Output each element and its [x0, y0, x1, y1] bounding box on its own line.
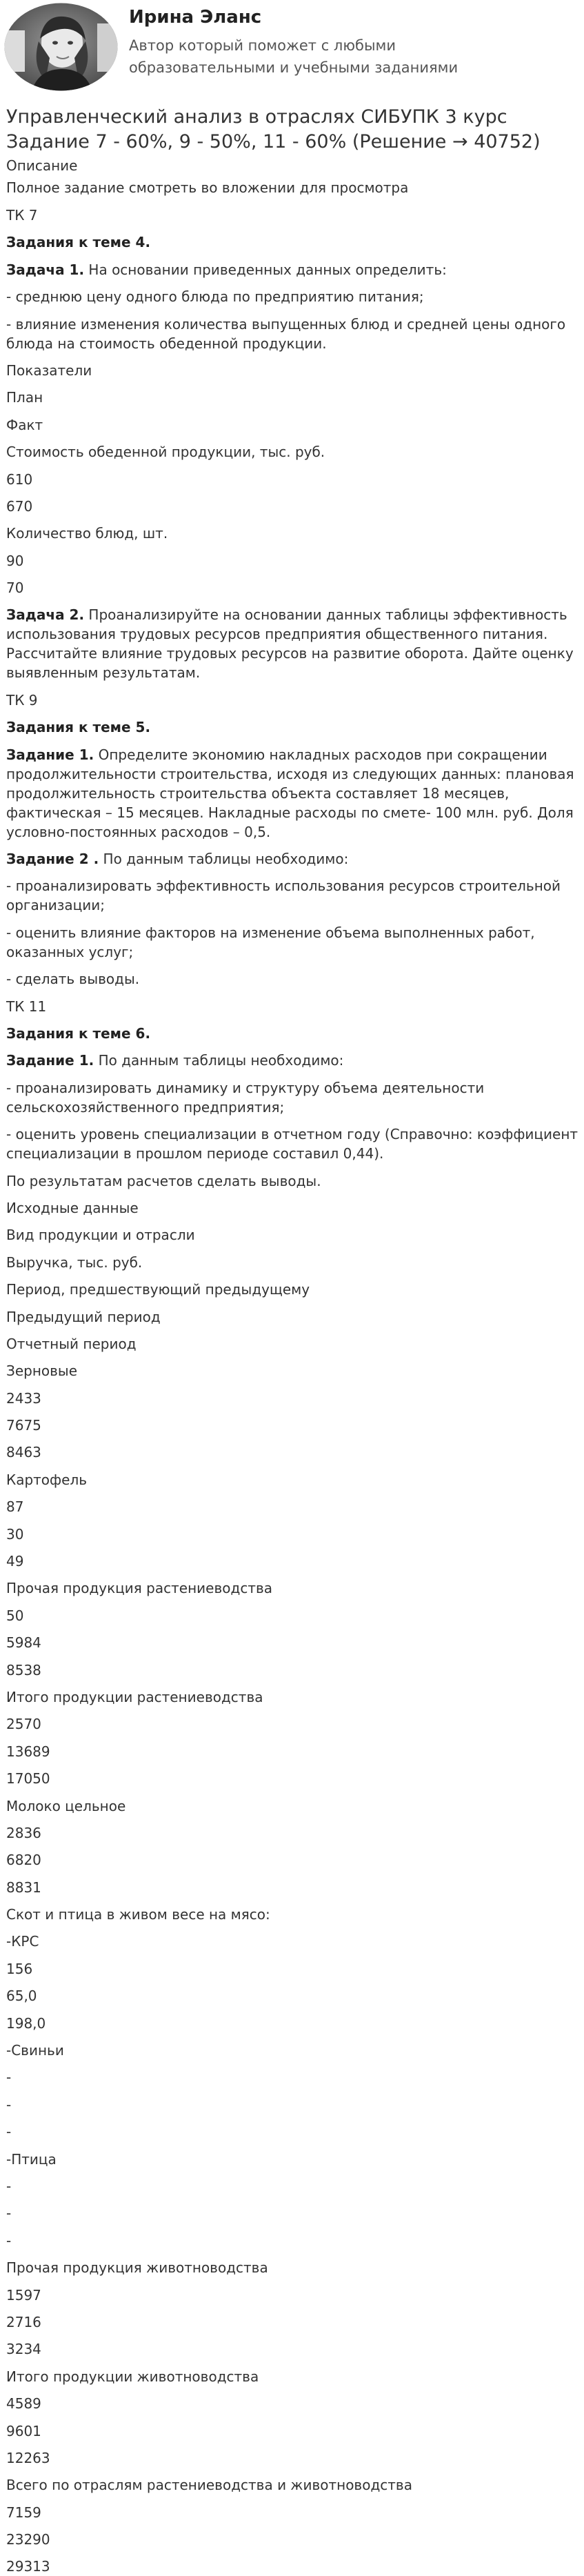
description-note: Полное задание смотреть во вложении для просмотра — [6, 179, 409, 196]
paragraph-text: 4589 — [6, 2395, 41, 2412]
paragraph-text: Зерновые — [6, 1363, 78, 1380]
paragraph-text: 65,0 — [6, 1988, 37, 2005]
paragraph-text: 49 — [6, 1553, 24, 1570]
paragraph-text: - — [6, 2178, 12, 2194]
content-paragraph — [6, 2095, 578, 2114]
paragraph-text: Факт — [6, 416, 43, 433]
paragraph-heading: Задача 2. — [6, 606, 85, 624]
content-paragraph — [6, 2475, 578, 2495]
paragraph-text: 87 — [6, 1498, 24, 1516]
content-paragraph — [6, 1078, 578, 1117]
paragraph-text: ТК 11 — [6, 998, 47, 1015]
page-title: Управленческий анализ в отраслях СИБУПК 3 курс Задание 7 - 60%, 9 - 50%, 11 - 60% (Решение → 40752) — [6, 106, 541, 152]
paragraph-heading: Задание 1. — [6, 1052, 94, 1069]
paragraph-text: Показатели — [6, 361, 92, 379]
content-paragraph — [6, 2203, 578, 2223]
paragraph-text: - — [6, 2123, 12, 2141]
content-paragraph — [6, 1769, 578, 1788]
paragraph-text: 8538 — [6, 1661, 41, 1678]
content-paragraph — [6, 923, 578, 962]
content-paragraph — [6, 691, 578, 710]
paragraph-text: ТК 7 — [6, 207, 38, 224]
author-name[interactable]: Ирина Эланс — [129, 7, 262, 28]
paragraph-text: 5984 — [6, 1634, 41, 1652]
content-paragraph — [6, 1443, 578, 1462]
paragraph-text: - оценить уровень специализации в отчетном году (Справочно: коэффициент специализации в прошлом периоде составил 0,44). — [6, 1126, 578, 1162]
paragraph-text: -Птица — [6, 2150, 57, 2168]
content-paragraph — [6, 1552, 578, 1571]
content-paragraph — [6, 2150, 578, 2169]
paragraph-text: Итого продукции растениеводства — [6, 1688, 263, 1705]
content-paragraph — [6, 1280, 578, 1299]
content-paragraph — [6, 1687, 578, 1707]
paragraph-text: 17050 — [6, 1770, 50, 1787]
paragraph-text: - оценить влияние факторов на изменение объема выполненных работ, оказанных услуг; — [6, 924, 535, 960]
content-paragraph — [6, 388, 578, 407]
content-paragraph — [6, 1878, 578, 1897]
content-paragraph — [6, 1714, 578, 1734]
paragraph-text: 2836 — [6, 1824, 41, 1841]
paragraph-text: Отчетный период — [6, 1335, 137, 1352]
paragraph-text: Период, предшествующий предыдущему — [6, 1281, 310, 1298]
content-paragraph — [6, 1171, 578, 1191]
paragraph-text: 1597 — [6, 2286, 41, 2303]
paragraph-text: 3234 — [6, 2341, 41, 2358]
content-paragraph — [6, 1198, 578, 1218]
content-paragraph — [6, 1578, 578, 1598]
content-paragraph — [6, 2448, 578, 2468]
paragraph-text: Итого продукции животноводства — [6, 2368, 259, 2385]
content-paragraph — [6, 287, 578, 306]
paragraph-text: 23290 — [6, 2531, 50, 2548]
paragraph-text: - — [6, 2205, 12, 2222]
content-paragraph — [6, 2557, 578, 2576]
paragraph-text: По данным таблицы необходимо: — [94, 1052, 344, 1069]
paragraph-text: По результатам расчетов сделать выводы. — [6, 1172, 321, 1189]
content-paragraph — [6, 1253, 578, 1272]
content-paragraph — [6, 2367, 578, 2386]
paragraph-text: Выручка, тыс. руб. — [6, 1254, 143, 1271]
paragraph-heading: Задача 1. — [6, 261, 85, 278]
content-paragraph — [6, 605, 578, 682]
paragraph-text: Прочая продукция растениеводства — [6, 1580, 273, 1597]
content-paragraph — [6, 1905, 578, 1924]
paragraph-text: -Свиньи — [6, 2042, 64, 2059]
paragraph-text: План — [6, 389, 43, 406]
paragraph-text: - проанализировать динамику и структуру объема деятельности сельскохозяйственного предприятия; — [6, 1079, 485, 1116]
paragraph-text: 9601 — [6, 2422, 41, 2439]
content-paragraph — [6, 2312, 578, 2332]
paragraph-text: Молоко цельное — [6, 1797, 126, 1814]
paragraph-text: - проанализировать эффективность использования ресурсов строительной организации; — [6, 878, 561, 914]
content-paragraph — [6, 2339, 578, 2359]
paragraph-heading: Задание 1. — [6, 746, 94, 763]
content-paragraph — [6, 1606, 578, 1625]
author-description: Автор который поможет с любыми образовательными и учебными заданиями — [129, 37, 459, 76]
content-paragraph — [6, 2068, 578, 2087]
content-paragraph — [6, 2258, 578, 2277]
author-avatar[interactable] — [4, 3, 118, 91]
content-paragraph — [6, 206, 578, 225]
paragraph-heading: Задания к теме 5. — [6, 719, 151, 736]
content-paragraph — [6, 361, 578, 380]
paragraph-heading: Задания к теме 6. — [6, 1024, 151, 1042]
content-paragraph — [6, 524, 578, 543]
content-paragraph — [6, 1959, 578, 1979]
content-paragraph — [6, 1416, 578, 1435]
content-paragraph — [6, 1225, 578, 1245]
paragraph-text: - — [6, 2096, 12, 2113]
content-paragraph — [6, 1796, 578, 1816]
paragraph-text: На основании приведенных данных определить: — [84, 261, 447, 278]
paragraph-text: 30 — [6, 1525, 24, 1543]
content-paragraph — [6, 578, 578, 597]
paragraph-text: -КРС — [6, 1933, 39, 1950]
paragraph-text: 50 — [6, 1607, 24, 1624]
paragraph-text: Количество блюд, шт. — [6, 525, 168, 542]
paragraph-text: - сделать выводы. — [6, 971, 140, 988]
description-label: Описание — [6, 157, 78, 174]
content-paragraph — [6, 745, 578, 842]
paragraph-text: ТК 9 — [6, 691, 38, 709]
paragraph-text: - влияние изменения количества выпущенных блюд и средней цены одного блюда на стоимость обеденной продукции. — [6, 315, 566, 352]
content-paragraph — [6, 551, 578, 571]
paragraph-text: Исходные данные — [6, 1199, 139, 1216]
paragraph-text: Вид продукции и отрасли — [6, 1227, 195, 1244]
paragraph-text: - — [6, 2069, 12, 2086]
content-paragraph — [6, 1497, 578, 1516]
paragraph-text: 29313 — [6, 2558, 50, 2575]
content-paragraph — [6, 1850, 578, 1870]
task-content — [0, 206, 578, 2576]
paragraph-text: 198,0 — [6, 2014, 46, 2032]
paragraph-text: Стоимость обеденной продукции, тыс. руб. — [6, 444, 325, 461]
content-paragraph — [6, 1124, 578, 1163]
content-paragraph — [6, 2177, 578, 2196]
content-paragraph — [6, 1307, 578, 1327]
author-header — [0, 0, 584, 95]
content-paragraph — [6, 1932, 578, 1951]
paragraph-text: 12263 — [6, 2449, 50, 2466]
paragraph-text: Картофель — [6, 1471, 88, 1488]
paragraph-text: 13689 — [6, 1743, 50, 1760]
paragraph-text: По данным таблицы необходимо: — [99, 851, 349, 868]
paragraph-text: 6820 — [6, 1852, 41, 1869]
paragraph-text: 7159 — [6, 2504, 41, 2521]
paragraph-text: 670 — [6, 497, 33, 515]
paragraph-text: Прочая продукция животноводства — [6, 2259, 268, 2277]
content-paragraph — [6, 969, 578, 989]
content-paragraph — [6, 2041, 578, 2060]
content-paragraph — [6, 1525, 578, 1544]
content-paragraph — [6, 1361, 578, 1380]
paragraph-text: 70 — [6, 579, 24, 597]
paragraph-text: Предыдущий период — [6, 1308, 161, 1325]
paragraph-text: Скот и птица в живом весе на мясо: — [6, 1906, 270, 1923]
content-paragraph — [6, 1661, 578, 1680]
content-paragraph — [6, 2286, 578, 2305]
paragraph-text: Всего по отраслям растениеводства и животноводства — [6, 2477, 412, 2494]
content-paragraph — [6, 315, 578, 353]
content-paragraph — [6, 2231, 578, 2250]
paragraph-text: 8463 — [6, 1444, 41, 1461]
paragraph-text: - среднюю цену одного блюда по предприятию питания; — [6, 288, 424, 306]
content-paragraph — [6, 997, 578, 1016]
content-paragraph — [6, 2503, 578, 2522]
content-paragraph — [6, 876, 578, 915]
content-paragraph — [6, 497, 578, 516]
paragraph-heading: Задание 2 . — [6, 851, 99, 868]
content-paragraph — [6, 1823, 578, 1843]
paragraph-text: 2433 — [6, 1389, 41, 1407]
content-paragraph — [6, 415, 578, 435]
content-paragraph — [6, 1334, 578, 1354]
content-paragraph — [6, 2122, 578, 2141]
paragraph-text: 2716 — [6, 2313, 41, 2330]
paragraph-text: 7675 — [6, 1417, 41, 1434]
content-paragraph — [6, 1633, 578, 1652]
paragraph-text: 156 — [6, 1960, 33, 1977]
content-paragraph — [6, 1389, 578, 1408]
paragraph-text: 2570 — [6, 1716, 41, 1733]
paragraph-text: 90 — [6, 552, 24, 569]
paragraph-text: Определите экономию накладных расходов при сокращении продолжительности строительства, исходя из следующих данных: плановая продолжительность строительства объекта составляет 18 месяцев, фактическая – 15 месяцев. Накладные расходы по смете- 100 млн. руб. Доля условно-постоянных расходов – 0,5. — [6, 746, 574, 840]
paragraph-text: - — [6, 2232, 12, 2249]
content-paragraph — [6, 717, 578, 737]
content-paragraph — [6, 442, 578, 462]
content-paragraph — [6, 2014, 578, 2033]
content-paragraph — [6, 232, 578, 252]
content-paragraph — [6, 2394, 578, 2413]
paragraph-text: Проанализируйте на основании данных таблицы эффективность использования трудовых ресурсов предприятия общественного питания. Рассчитайте влияние трудовых ресурсов на развитие оборота. Дайте оценку выявленным результатам. — [6, 606, 574, 682]
content-paragraph — [6, 1051, 578, 1070]
content-paragraph — [6, 2421, 578, 2441]
content-paragraph — [6, 1470, 578, 1489]
content-paragraph — [6, 1024, 578, 1043]
paragraph-heading: Задания к теме 4. — [6, 234, 151, 251]
paragraph-text: 610 — [6, 470, 33, 488]
content-paragraph — [6, 2530, 578, 2549]
content-paragraph — [6, 1986, 578, 2005]
paragraph-text: 8831 — [6, 1879, 41, 1896]
content-paragraph — [6, 849, 578, 869]
content-paragraph — [6, 470, 578, 489]
content-paragraph — [6, 1742, 578, 1761]
content-paragraph — [6, 260, 578, 279]
